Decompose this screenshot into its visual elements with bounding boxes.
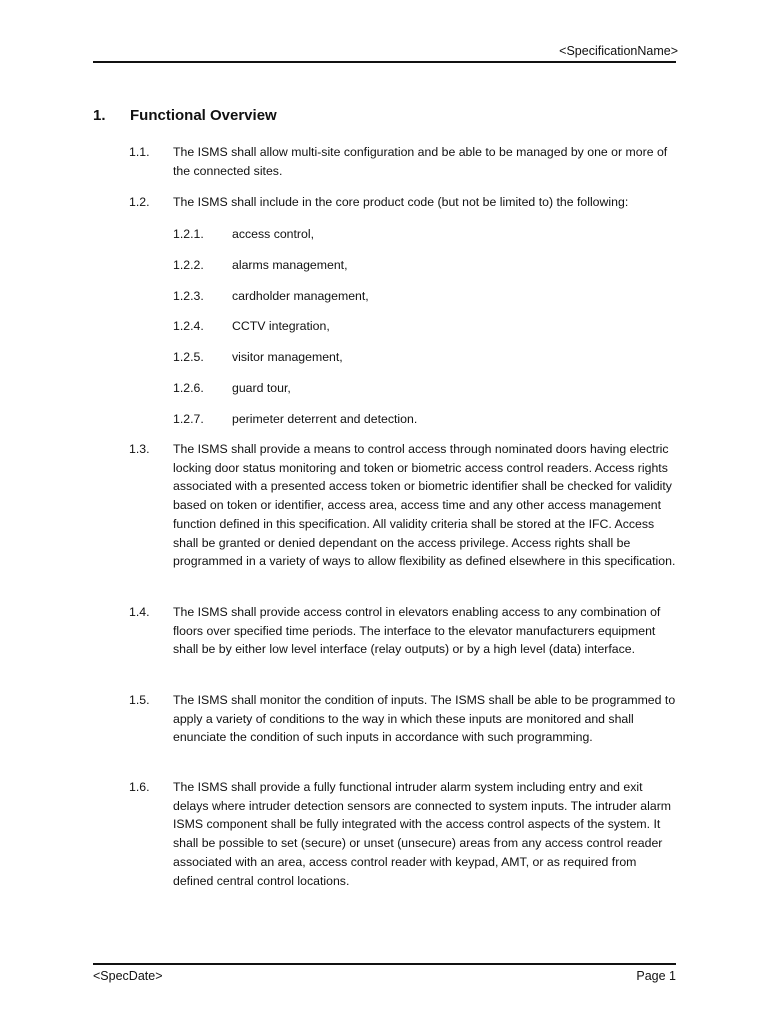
footer-page-number: Page 1	[636, 969, 676, 983]
clause-1-5	[129, 691, 677, 747]
section-number: 1.	[93, 107, 106, 124]
subclause-number: 1.2.7.	[173, 412, 204, 426]
subclause-number: 1.2.1.	[173, 227, 204, 241]
clause-text: The ISMS shall monitor the condition of inputs. The ISMS shall be able to be programmed to apply a variety of conditions to the way in which these inputs are monitored and shall enunciate the condition of such inputs in accordance with such programming.	[173, 693, 676, 745]
clause-1-1	[129, 143, 677, 180]
subclause-1-2-1	[173, 225, 673, 244]
section-title: Functional Overview	[130, 107, 277, 124]
subclause-1-2-3	[173, 287, 673, 306]
clause-text: The ISMS shall allow multi-site configuration and be able to be managed by one or more of the connected sites.	[173, 145, 668, 178]
clause-1-2	[129, 193, 677, 212]
clause-text: The ISMS shall include in the core product code (but not be limited to) the following:	[173, 195, 629, 209]
header-divider	[93, 61, 676, 63]
subclause-text: CCTV integration,	[232, 319, 330, 333]
subclause-text: perimeter deterrent and detection.	[232, 412, 418, 426]
clause-text: The ISMS shall provide a means to control access through nominated doors having electric locking door status monitoring and token or biometric access control readers. Access rights associated with a presented access token or biometric identifier shall be checked for validity based on token or identifier, access area, access time and any other access management function defined in this specification. All validity criteria shall be stored at the IFC. Access shall be granted or denied dependant on the access privilege. Access rights shall be programmed in a variety of ways to allow flexibility as defined elsewhere in this specification.	[173, 442, 676, 569]
subclause-1-2-7	[173, 410, 673, 429]
subclause-1-2-4	[173, 317, 673, 336]
clause-1-3	[129, 440, 677, 571]
clause-number: 1.6.	[129, 780, 150, 794]
clause-number: 1.1.	[129, 145, 150, 159]
footer-divider	[93, 963, 676, 965]
header-spec-name: <SpecificationName>	[559, 44, 678, 58]
subclause-number: 1.2.4.	[173, 319, 204, 333]
subclause-number: 1.2.5.	[173, 350, 204, 364]
clause-number: 1.4.	[129, 605, 150, 619]
clause-text: The ISMS shall provide a fully functional intruder alarm system including entry and exit delays where intruder detection sensors are connected to system inputs. The intruder alarm ISMS component shall be fully integrated with the access control aspects of the system. It shall be possible to set (secure) or unset (unsecure) areas from any access control reader associated with an area, access control reader with keypad, AMT, or as required from defined central control locations.	[173, 780, 672, 888]
clause-number: 1.2.	[129, 195, 150, 209]
subclause-1-2-2	[173, 256, 673, 275]
subclause-1-2-5	[173, 348, 673, 367]
subclause-number: 1.2.3.	[173, 289, 204, 303]
footer-spec-date: <SpecDate>	[93, 969, 163, 983]
clause-text: The ISMS shall provide access control in elevators enabling access to any combination of floors over specified time periods. The interface to the elevator manufacturers equipment shall be by either low level interface (relay outputs) or by a high level (data) interface.	[173, 605, 661, 657]
subclause-number: 1.2.2.	[173, 258, 204, 272]
subclause-text: access control,	[232, 227, 315, 241]
subclause-text: visitor management,	[232, 350, 343, 364]
subclause-text: guard tour,	[232, 381, 291, 395]
clause-number: 1.3.	[129, 442, 150, 456]
clause-1-6	[129, 778, 677, 890]
subclause-1-2-6	[173, 379, 673, 398]
clause-number: 1.5.	[129, 693, 150, 707]
subclause-text: cardholder management,	[232, 289, 369, 303]
subclause-number: 1.2.6.	[173, 381, 204, 395]
clause-1-4	[129, 603, 677, 659]
subclause-text: alarms management,	[232, 258, 348, 272]
